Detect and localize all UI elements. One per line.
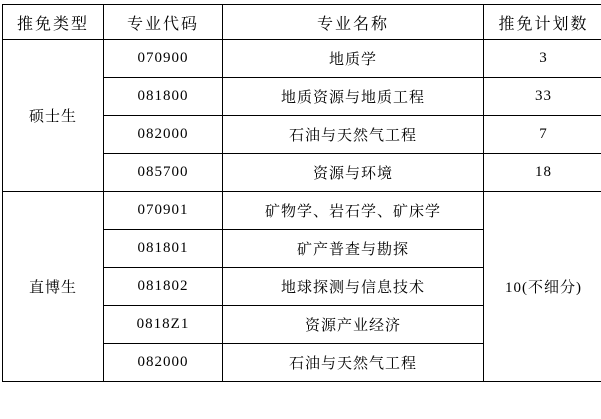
cell-major-code: 082000 [104, 116, 223, 154]
cell-major-code: 070900 [104, 40, 223, 78]
cell-major-name: 矿产普查与勘探 [223, 230, 484, 268]
column-header-major-code: 专业代码 [104, 5, 223, 40]
cell-major-name: 矿物学、岩石学、矿床学 [223, 192, 484, 230]
cell-plan-count: 18 [484, 154, 601, 192]
table-header-row [3, 5, 601, 40]
column-header-plan-count: 推免计划数 [484, 5, 601, 40]
group-label-master: 硕士生 [3, 40, 104, 192]
cell-plan-count-merged: 10(不细分) [484, 192, 601, 382]
table-body [3, 40, 601, 382]
cell-major-code: 081800 [104, 78, 223, 116]
cell-major-name: 地质学 [223, 40, 484, 78]
cell-major-name: 石油与天然气工程 [223, 116, 484, 154]
cell-major-name: 石油与天然气工程 [223, 344, 484, 382]
cell-major-code: 082000 [104, 344, 223, 382]
column-header-type: 推免类型 [3, 5, 104, 40]
cell-major-code: 085700 [104, 154, 223, 192]
cell-plan-count: 7 [484, 116, 601, 154]
cell-major-code: 070901 [104, 192, 223, 230]
cell-major-code: 081801 [104, 230, 223, 268]
column-header-major-name: 专业名称 [223, 5, 484, 40]
table-header [3, 5, 601, 40]
recommendation-plan-table [2, 4, 601, 382]
cell-major-code: 0818Z1 [104, 306, 223, 344]
cell-major-name: 地球探测与信息技术 [223, 268, 484, 306]
cell-major-code: 081802 [104, 268, 223, 306]
cell-major-name: 地质资源与地质工程 [223, 78, 484, 116]
cell-plan-count: 3 [484, 40, 601, 78]
group-label-direct-phd: 直博生 [3, 192, 104, 382]
table-row [3, 40, 601, 78]
cell-major-name: 资源产业经济 [223, 306, 484, 344]
document-page [0, 4, 601, 419]
cell-major-name: 资源与环境 [223, 154, 484, 192]
cell-plan-count: 33 [484, 78, 601, 116]
table-row [3, 192, 601, 230]
